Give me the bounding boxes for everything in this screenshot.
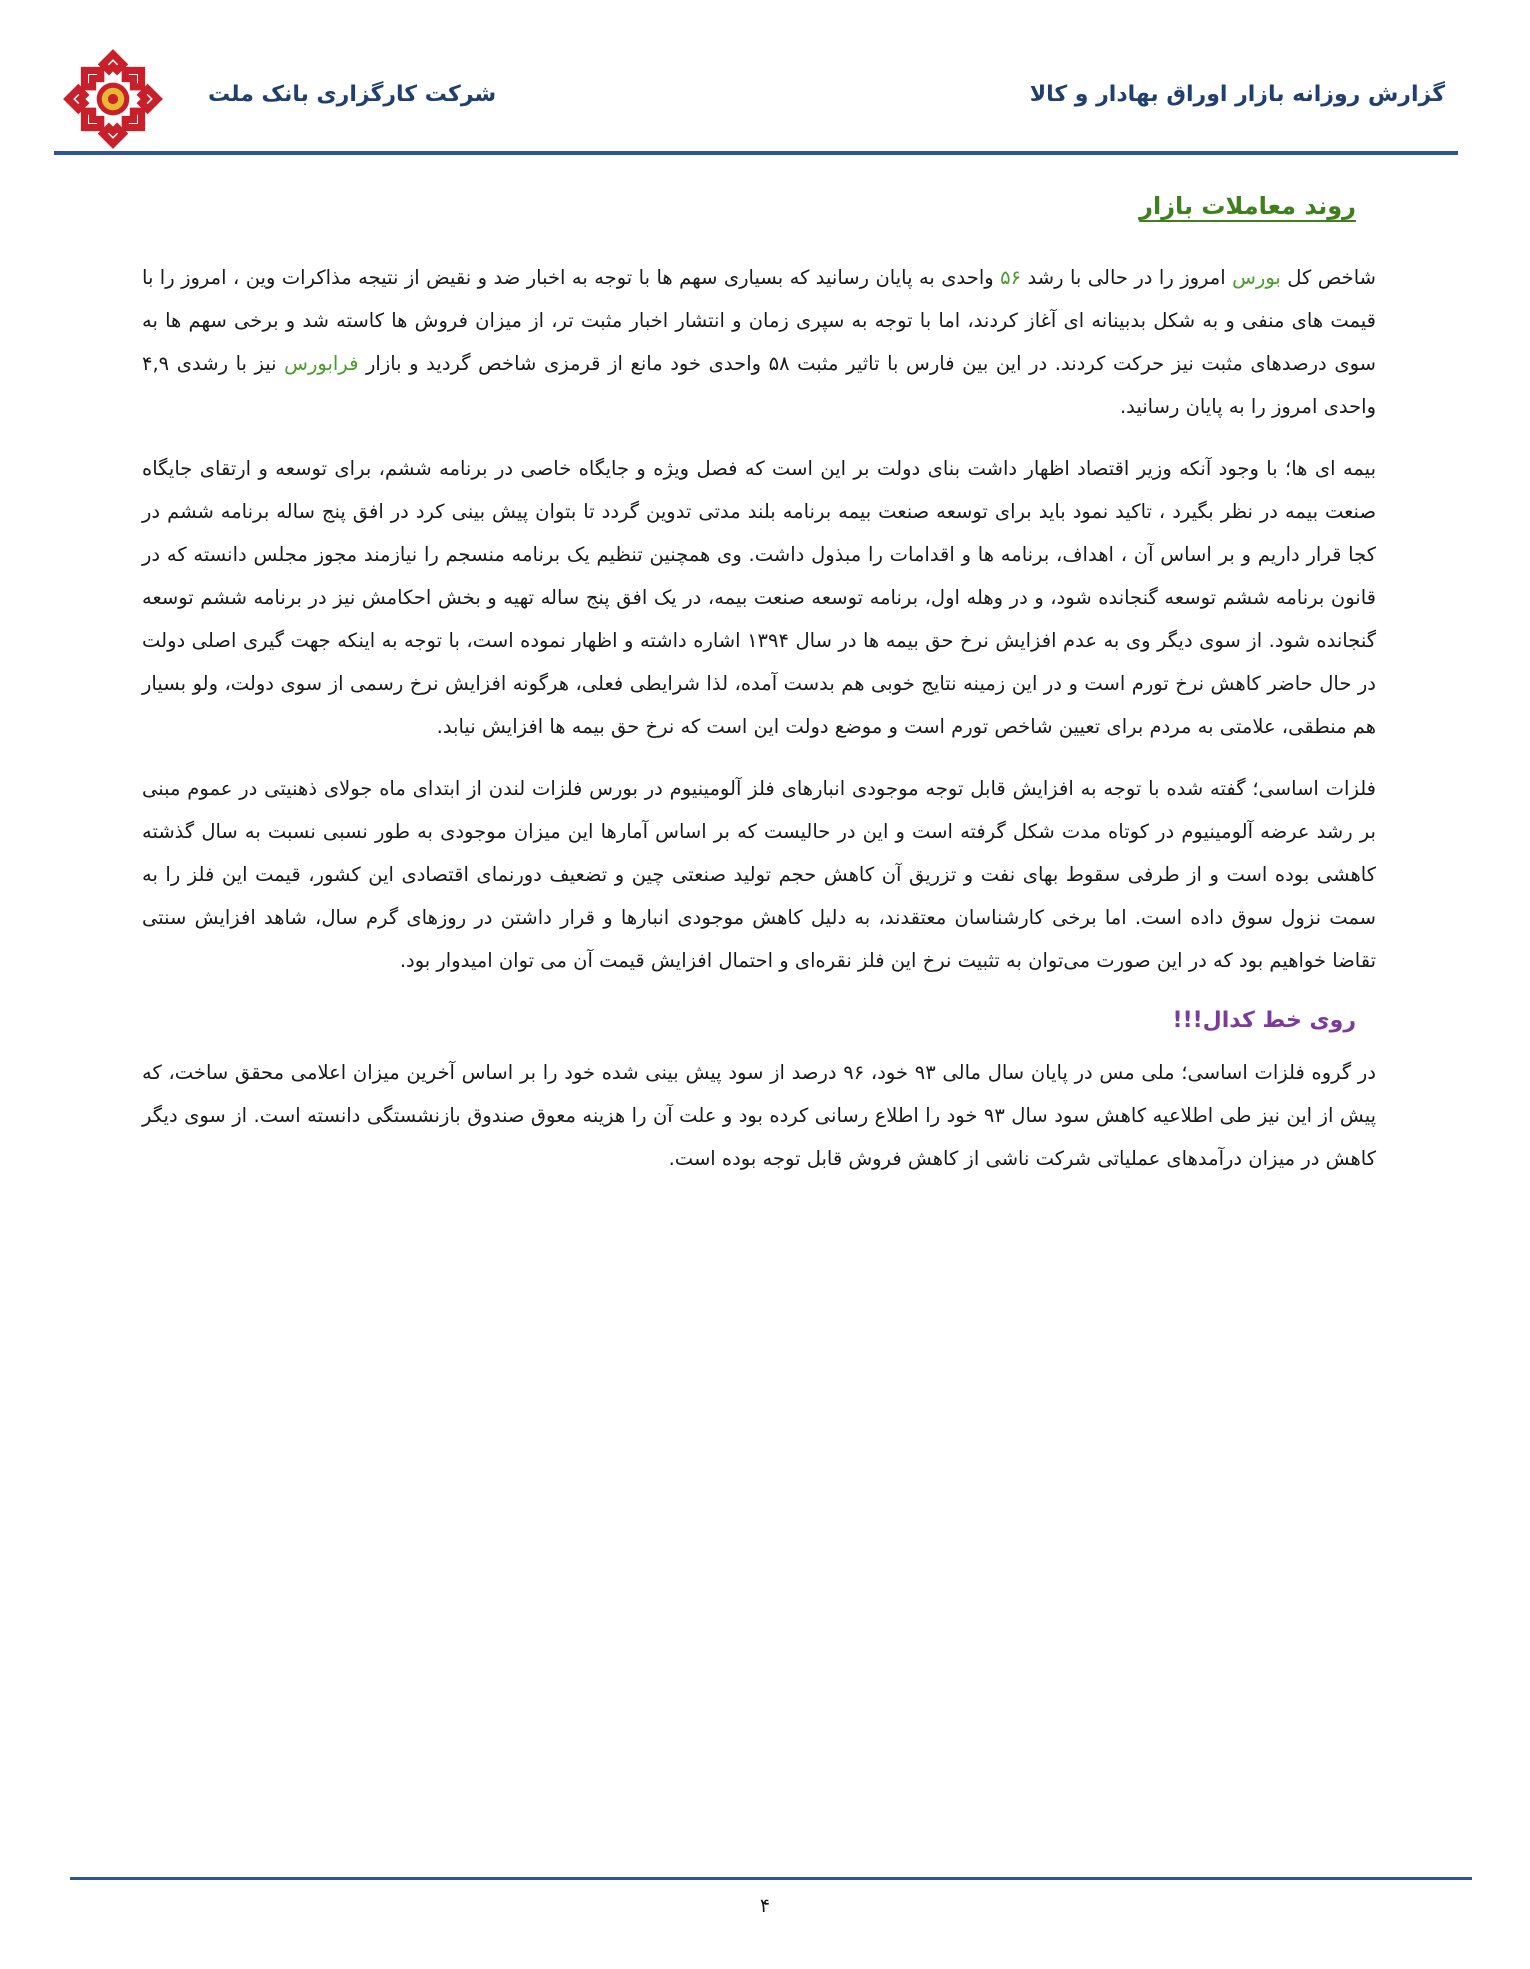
paragraph-text: بیمه ای ها؛ با وجود آنکه وزیر اقتصاد اظهار داشت بنای دولت بر این است که فصل ویژه و جایگاه خاصی در برنامه ششم، برای توسعه و ارتقای جایگاه صنعت بیمه در نظر بگیرد ، تاکید نمود باید برای توسعه صنعت بیمه برنامه بلند مدتی تدوین گردد تا بتوان پیش بینی کرد در افق پنج ساله برنامه ششم در کجا قرار داریم و بر اساس آن ، اهداف، برنامه ها و اقدامات را مبذول داشت. وی همچنین تنظیم یک برنامه منسجم را نیازمند مجوز مجلس دانسته که در قانون برنامه ششم توسعه گنجانده شود، و در وهله اول، برنامه توسعه صنعت بیمه، در یک افق پنج ساله تهیه و بخش احکامش نیز در برنامه ششم توسعه گنجانده شود. از سوی دیگر وی به عدم افزایش نرخ حق بیمه ها در سال ۱۳۹۴ اشاره داشته و اظهار نموده است، با توجه به اینکه جهت گیری اصلی دولت در حال حاضر کاهش نرخ تورم است و در این زمینه نتایج خوبی هم بدست آمده، لذا شرایطی فعلی، هرگونه افزایش نرخ رسمی از سوی دولت، ولو بسیار هم منطقی، علامتی به مردم برای تعیین شاخص تورم است و موضع دولت این است که نرخ حق بیمه ها افزایش نیابد. xyxy=(142,457,1376,738)
paragraph xyxy=(142,447,1376,748)
header-divider xyxy=(54,151,1458,155)
subsection-paragraph: در گروه فلزات اساسی؛ ملی مس در پایان سال مالی ۹۳ خود، ۹۶ درصد از سود پیش بینی شده خود را بر اساس آخرین میزان اعلامی محقق ساخت، که پیش از این نیز طی اطلاعیه کاهش سود سال ۹۳ خود را اطلاع رسانی کرده بود و علت آن را هزینه معوق صندوق بازنشستگی دانسته است. از سوی دیگر کاهش در میزان درآمدهای عملیاتی شرکت ناشی از کاهش فروش قابل توجه بوده است. xyxy=(142,1061,1377,1170)
paragraph xyxy=(142,256,1376,428)
paragraph-text: واحدی به پایان رسانید که بسیاری سهم ها با توجه به اخبار ضد و نقیض از نتیجه مذاکرات وین ، امروز را با قیمت های منفی و به شکل بدبینانه ای آغاز کردند، اما با توجه به سپری زمان و انتشار اخبار مثبت تر، از میزان فروش ها کاسته شد و برخی سهم ها به سوی درصدهای مثبت نیز حرکت کردند. در این بین فارس با تاثیر مثبت ۵۸ واحدی خود مانع از قرمزی شاخص گردید و بازار xyxy=(142,266,1376,375)
paragraph-text: امروز را در حالی با رشد xyxy=(1021,266,1233,289)
page-number: ۴ xyxy=(759,1895,771,1917)
paragraphs xyxy=(142,256,1376,982)
highlighted-term: بورس xyxy=(1232,266,1281,289)
report-title: گزارش روزانه بازار اوراق بهادار و کالا xyxy=(1029,82,1445,107)
footer-divider xyxy=(70,1877,1472,1880)
paragraph-text: فلزات اساسی؛ گفته شده با توجه به افزایش قابل توجه موجودی انبارهای فلز آلومینیوم در بورس فلزات لندن از ابتدای ماه جولای ذهنیتی در عموم مبنی بر رشد عرضه آلومینیوم در کوتاه مدت شکل گرفته است و این در حالیست که بر اساس آمارها این میزان موجودی به طور نسبی نسبت به سال گذشته کاهشی بوده است و از طرفی سقوط بهای نفت و تزریق آن کاهش حجم تولید صنعتی چین و تضعیف دورنمای اقتصادی این کشور، قیمت این فلز را به سمت نزول سوق داده است. اما برخی کارشناسان معتقدند، به دلیل کاهش موجودی انبارها و قرار داشتن در روزهای گرم سال، شاهد افزایش سنتی تقاضا خواهیم بود که در این صورت می‌توان به تثبیت نرخ این فلز نقره‌ای و احتمال افزایش قیمت آن می توان امیدوار بود. xyxy=(142,777,1376,972)
report-body xyxy=(142,186,1376,1199)
subsection-heading: روی خط کدال!!! xyxy=(1172,1008,1356,1033)
paragraph-text: شاخص کل xyxy=(1280,266,1376,289)
paragraph-text: نیز با رشدی ۴,۹ واحدی امروز را به پایان رسانید. xyxy=(142,352,1376,418)
section-heading: روند معاملات بازار xyxy=(1139,192,1356,220)
company-name: شرکت کارگزاری بانک ملت xyxy=(208,82,497,107)
highlighted-term: فرابورس xyxy=(284,352,359,375)
bank-mellat-logo-icon xyxy=(62,48,164,150)
highlighted-term: ۵۶ xyxy=(1000,266,1022,289)
paragraph xyxy=(142,767,1376,982)
